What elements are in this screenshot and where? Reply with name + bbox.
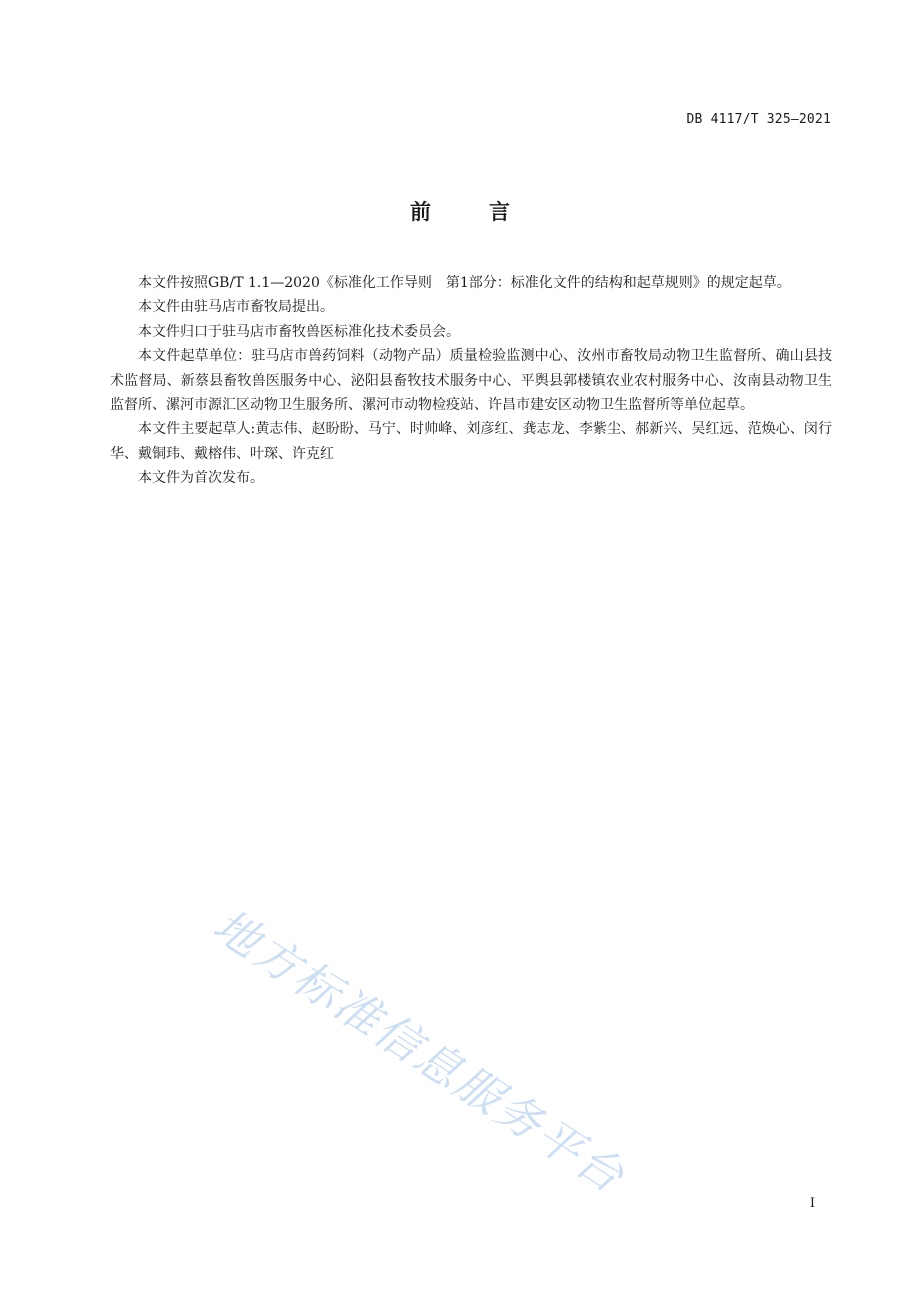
watermark: 地方标准信息服务平台 xyxy=(203,898,636,1205)
document-code: DB 4117/T 325—2021 xyxy=(686,112,831,127)
paragraph-first-release: 本文件为首次发布。 xyxy=(138,470,264,487)
title-char-1: 前 xyxy=(410,200,431,224)
page-number: I xyxy=(809,1196,815,1211)
title-char-2: 言 xyxy=(489,200,510,224)
paragraph-proposer: 本文件由驻马店市畜牧局提出。 xyxy=(138,299,334,316)
paragraph-drafting-rules: 本文件按照GB/T 1.1—2020《标准化工作导则 第1部分：标准化文件的结构和起草规则》的规定起草。 xyxy=(138,275,791,291)
page-title xyxy=(0,196,920,226)
paragraph-responsible-committee: 本文件归口于驻马店市畜牧兽医标准化技术委员会。 xyxy=(138,323,460,340)
foreword-body xyxy=(110,271,832,491)
paragraph-drafters: 本文件主要起草人:黄志伟、赵盼盼、马宁、时帅峰、刘彦红、龚志龙、李紫尘、郝新兴、吴红远、范焕心、闵行华、戴铜玮、戴榕伟、叶琛、许克红 xyxy=(110,421,832,462)
paragraph-drafting-units: 本文件起草单位：驻马店市兽药饲料（动物产品）质量检验监测中心、汝州市畜牧局动物卫生监督所、确山县技术监督局、新蔡县畜牧兽医服务中心、泌阳县畜牧技术服务中心、平舆县郭楼镇农业农村服务中心、汝南县动物卫生监督所、漯河市源汇区动物卫生服务所、漯河市动物检疫站、许昌市建安区动物卫生监督所等单位起草。 xyxy=(110,348,832,414)
